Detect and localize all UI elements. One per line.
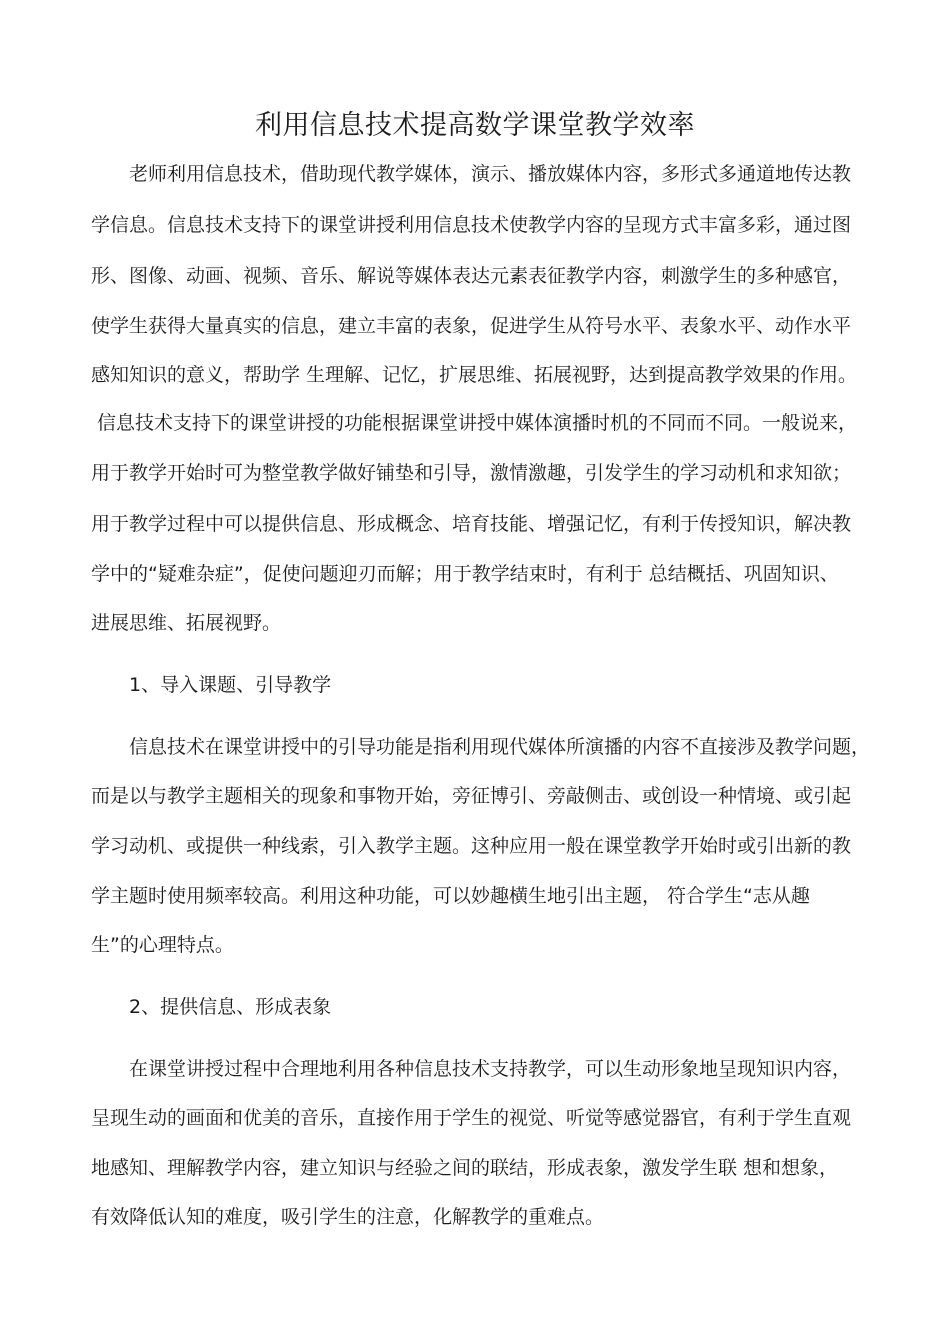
paragraph-1-line-2: 学信息。信息技术支持下的课堂讲授利用信息技术使教学内容的呈现方式丰富多彩，通过图: [91, 214, 852, 236]
document-title: 利用信息技术提高数学课堂教学效率: [255, 110, 695, 141]
section-heading-2: 2、提供信息、形成表象: [129, 996, 332, 1018]
paragraph-4-line-3: 地感知、理解教学内容，建立知识与经验之间的联结，形成表象，激发学生联 想和想象，: [91, 1157, 839, 1179]
paragraph-2-line-5: 进展思维、拓展视野。: [91, 612, 282, 634]
paragraph-2-line-3: 用于教学过程中可以提供信息、形成概念、培育技能、增强记忆，有利于传授知识，解决教: [91, 513, 852, 535]
paragraph-2-line-2: 用于教学开始时可为整堂教学做好铺垫和引导，激情激趣，引发学生的学习动机和求知欲；: [91, 462, 852, 484]
paragraph-3-line-3: 学习动机、或提供一种线索，引入教学主题。这种应用一般在课堂教学开始时或引出新的教: [91, 835, 852, 857]
paragraph-1-line-1: 老师利用信息技术，借助现代教学媒体，演示、播放媒体内容，多形式多通道地传达教: [129, 163, 852, 185]
paragraph-3-line-1: 信息技术在课堂讲授中的引导功能是指利用现代媒体所演播的内容不直接涉及教学问题，: [129, 736, 871, 758]
paragraph-2-line-1: 信息技术支持下的课堂讲授的功能根据课堂讲授中媒体演播时机的不同而不同。一般说来，: [97, 412, 858, 434]
paragraph-3-line-5: 生”的心理特点。: [91, 934, 234, 956]
paragraph-3-line-2: 而是以与教学主题相关的现象和事物开始，旁征博引、旁敲侧击、或创设一种情境、或引起: [91, 785, 852, 807]
paragraph-4-line-2: 呈现生动的画面和优美的音乐，直接作用于学生的视觉、听觉等感觉器官，有利于学生直观: [91, 1107, 852, 1129]
paragraph-1-line-4: 使学生获得大量真实的信息，建立丰富的表象，促进学生从符号水平、表象水平、动作水平: [91, 315, 852, 337]
paragraph-4-line-1: 在课堂讲授过程中合理地利用各种信息技术支持教学，可以生动形象地呈现知识内容，: [129, 1058, 852, 1080]
paragraph-2-line-4: 学中的“疑难杂症”，促使问题迎刃而解；用于教学结束时，有利于 总结概括、巩固知识、: [91, 563, 839, 585]
paragraph-1-line-5: 感知知识的意义，帮助学 生理解、记忆，扩展思维、拓展视野，达到提高教学效果的作用。: [91, 364, 858, 386]
paragraph-4-line-4: 有效降低认知的难度，吸引学生的注意，化解教学的重难点。: [91, 1206, 605, 1228]
paragraph-3-line-4: 学主题时使用频率较高。利用这种功能，可以妙趣横生地引出主题， 符合学生“志从趣: [91, 885, 810, 907]
section-heading-1: 1、导入课题、引导教学: [129, 674, 332, 696]
paragraph-1-line-3: 形、图像、动画、视频、音乐、解说等媒体表达元素表征教学内容，刺激学生的多种感官，: [91, 265, 852, 287]
